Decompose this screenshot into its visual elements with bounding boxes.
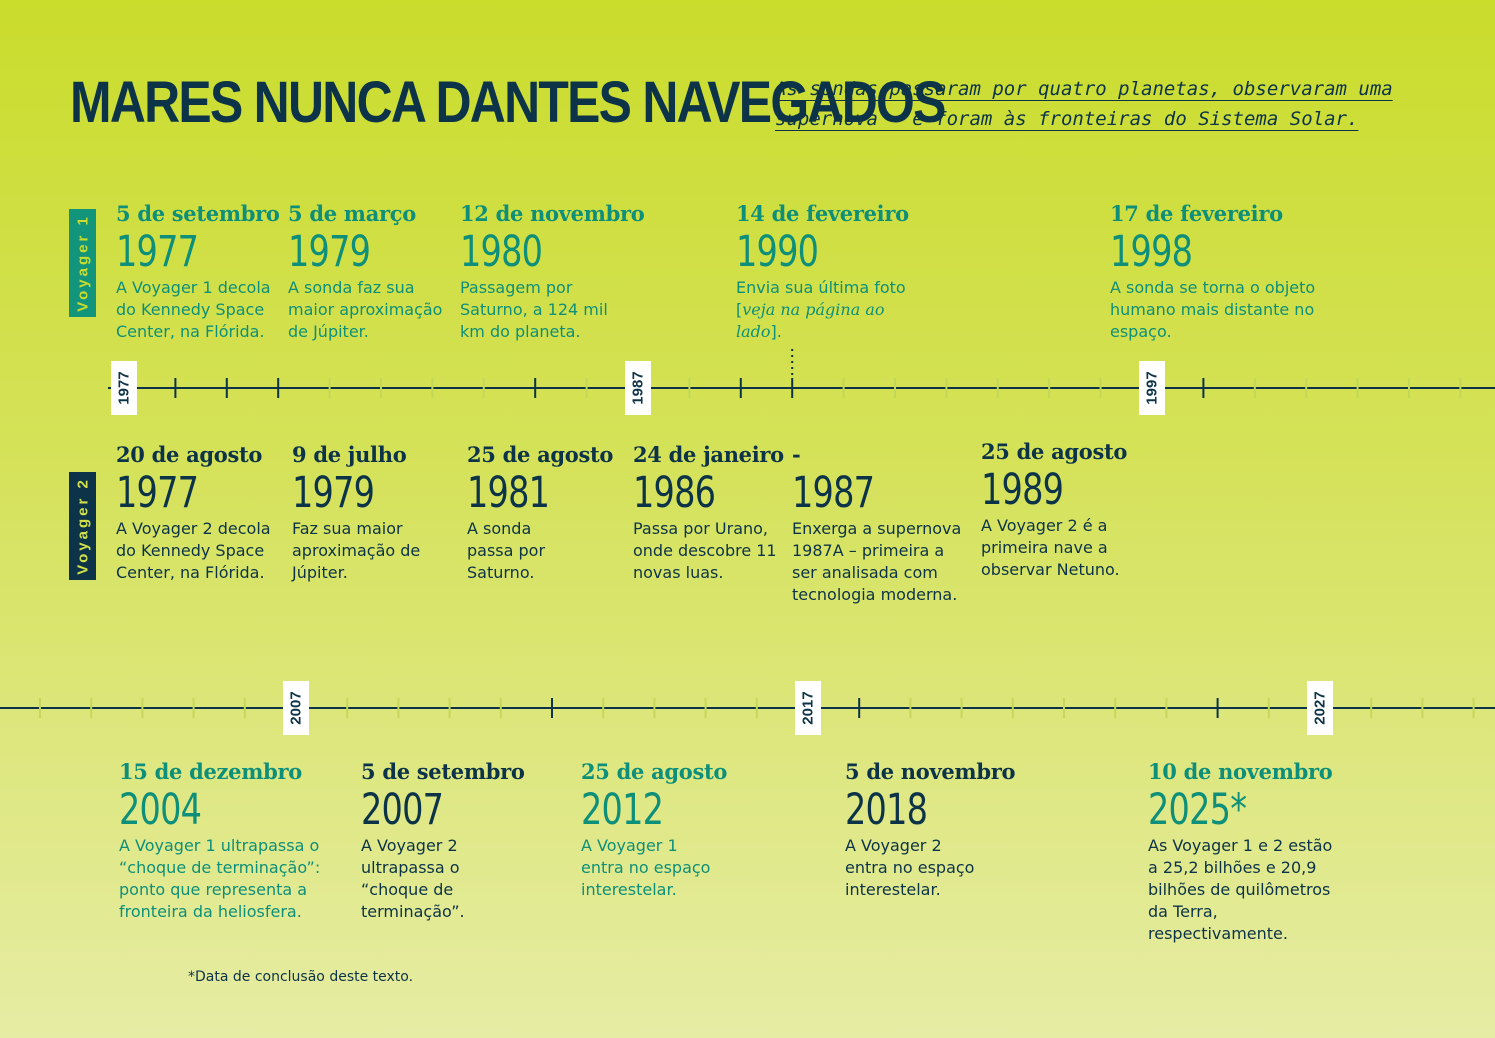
event-year: 2025* xyxy=(1148,785,1247,835)
event-desc: As Voyager 1 e 2 estão a 25,2 bilhões e 20,9 bilhões de quilômetros da Terra, respectivamente. xyxy=(1148,836,1333,943)
event-year: 2012 xyxy=(581,785,664,835)
event-date: 25 de agosto xyxy=(581,759,728,784)
event-desc-pre: Envia sua última foto [ xyxy=(736,278,906,319)
timeline-axis-2 xyxy=(0,681,1495,735)
event-date: 24 de janeiro xyxy=(633,442,784,467)
event-year: 1990 xyxy=(736,227,819,277)
event-desc: A sonda faz sua maior aproximação de Júpiter. xyxy=(288,278,443,341)
event-desc: A sonda se torna o objeto humano mais distante no espaço. xyxy=(1110,278,1316,341)
event-desc: A Voyager 2 é a primeira nave a observar Netuno. xyxy=(981,516,1120,579)
event-desc: A Voyager 2 decola do Kennedy Space Center, na Flórida. xyxy=(116,519,271,582)
page-subtitle: As sondas passaram por quatro planetas, observaram uma supernova – e foram às fronteiras do Sistema Solar. xyxy=(775,78,1393,130)
event-desc-post: ]. xyxy=(770,322,782,341)
event-year: 1980 xyxy=(460,227,543,277)
event-year: 1987 xyxy=(792,468,875,518)
event-desc: Faz sua maior aproximação de Júpiter. xyxy=(292,519,421,582)
event-desc: A sonda passa por Saturno. xyxy=(467,519,546,582)
event-date: - xyxy=(792,442,801,467)
event-desc: Passa por Urano, onde descobre 11 novas luas. xyxy=(633,519,777,582)
event-date: 14 de fevereiro xyxy=(736,201,909,226)
page-title: MARES NUNCA DANTES NAVEGADOS xyxy=(70,70,945,135)
axis1-year-label: 1997 xyxy=(1143,371,1161,405)
event-year: 1986 xyxy=(633,468,716,518)
timeline-axis-1 xyxy=(108,349,1495,415)
footnote: *Data de conclusão deste texto. xyxy=(188,969,414,985)
axis1-year-label: 1987 xyxy=(629,371,647,405)
event-desc: A Voyager 1 ultrapassa o “choque de terminação”: ponto que representa a fronteira da heliosfera. xyxy=(119,836,321,921)
axis2-year-label: 2007 xyxy=(287,691,305,725)
event-date: 5 de setembro xyxy=(116,201,280,226)
event-desc: Passagem por Saturno, a 124 mil km do planeta. xyxy=(460,278,608,341)
event-year: 1989 xyxy=(981,465,1064,515)
event-date: 10 de novembro xyxy=(1148,759,1333,784)
voyager2-label-text: Voyager 2 xyxy=(74,477,91,575)
event-desc: A Voyager 1 entra no espaço interestelar. xyxy=(581,836,711,899)
event-date: 5 de março xyxy=(288,201,416,226)
axis2-year-label: 2027 xyxy=(1311,691,1329,725)
event-year: 1977 xyxy=(116,227,199,277)
event-year: 1981 xyxy=(467,468,550,518)
event-desc: A Voyager 2 ultrapassa o “choque de terminação”. xyxy=(361,836,465,921)
axis2-year-label: 2017 xyxy=(799,691,817,725)
event-desc: A Voyager 2 entra no espaço interestelar. xyxy=(845,836,975,899)
event-year: 1977 xyxy=(116,468,199,518)
event-desc: A Voyager 1 decola do Kennedy Space Center, na Flórida. xyxy=(116,278,271,341)
event-year: 2004 xyxy=(119,785,202,835)
page-reference: veja na página ao lado xyxy=(736,300,885,341)
event-date: 20 de agosto xyxy=(116,442,263,467)
event-date: 17 de fevereiro xyxy=(1110,201,1283,226)
event-year: 1998 xyxy=(1110,227,1193,277)
event-date: 15 de dezembro xyxy=(119,759,302,784)
event-year: 2018 xyxy=(845,785,928,835)
event-date: 9 de julho xyxy=(292,442,407,467)
event-year: 1979 xyxy=(288,227,371,277)
voyager1-label-text: Voyager 1 xyxy=(74,214,91,312)
event-desc: Enxerga a supernova 1987A – primeira a ser analisada com tecnologia moderna. xyxy=(792,519,962,604)
event-date: 5 de novembro xyxy=(845,759,1016,784)
event-date: 5 de setembro xyxy=(361,759,525,784)
event-date: 25 de agosto xyxy=(467,442,614,467)
event-date: 12 de novembro xyxy=(460,201,645,226)
event-year: 2007 xyxy=(361,785,444,835)
axis1-year-label: 1977 xyxy=(115,371,133,405)
event-date: 25 de agosto xyxy=(981,439,1128,464)
event-year: 1979 xyxy=(292,468,375,518)
